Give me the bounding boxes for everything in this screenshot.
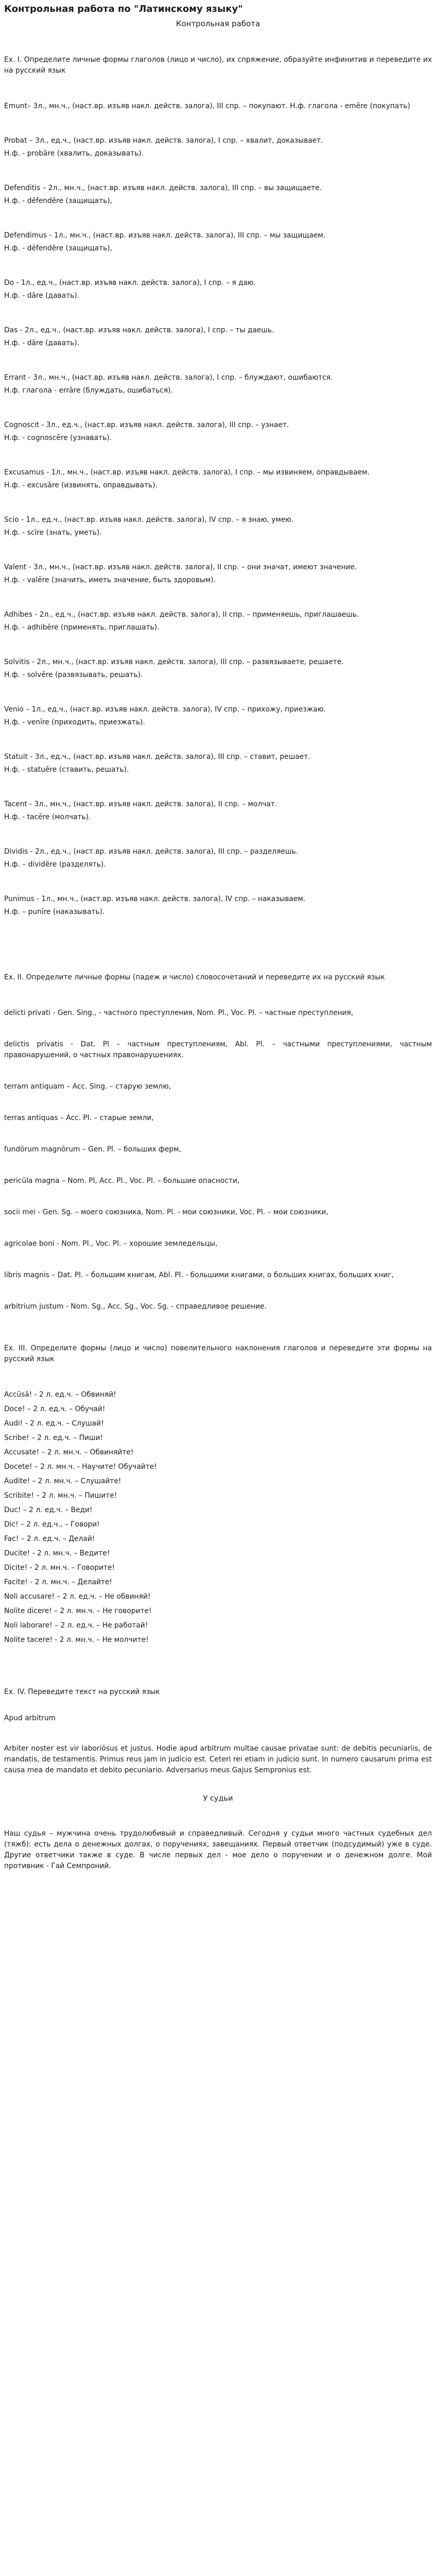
exercise-2-lines [4, 1008, 432, 1312]
verb-entry [4, 515, 432, 538]
verb-entry [4, 230, 432, 254]
verb-infinitive: Н.ф. - probāre (хвалить, доказывать). [4, 149, 144, 158]
imperative-form: Nolite tacere! - 2 л. мн.ч. – Не молчите! [4, 1636, 149, 1644]
exercise-2-task: Ex. II. Определите личные формы (падеж и число) словосочетаний и переведите их на русский язык [4, 973, 385, 981]
phrase-analysis: socii mei - Gen. Sg. – моего союзника, Nom. Pl. - мои союзники, Voc. Pl. – мои союзники, [4, 1208, 328, 1216]
verb-analysis: Dividis - 2л., ед.ч., (наст.вр. изъяв накл. действ. залога), III спр. – разделяешь. [4, 848, 299, 856]
imperative-form: Noli accusare! – 2 л. ед.ч. – Не обвиняй! [4, 1592, 151, 1601]
verb-entry [4, 894, 432, 918]
verb-infinitive: Н.ф. - cognoscĕre (узнавать). [4, 434, 112, 442]
exercise-3-lines [4, 1389, 432, 1646]
imperative-form: Duc! – 2 л. ед.ч. – Веди! [4, 1506, 93, 1514]
verb-infinitive: Н.ф. - solvĕre (развязывать, решать). [4, 671, 143, 679]
phrase-analysis: libris magnis – Dat. Pl. – большим книгам, Abl. Pl. - большими книгами, о больших книгах, больших книг, [4, 1271, 394, 1279]
imperative-form: Scribite! – 2 л. мн.ч. – Пишите! [4, 1492, 117, 1500]
imperative-form: Dic! – 2 л. ед.ч., – Говори! [4, 1520, 100, 1529]
verb-entry [4, 752, 432, 775]
imperative-form: Docete! – 2 л. мн.ч. - Научите! Обучайте! [4, 1463, 157, 1471]
verb-infinitive: Н.ф. - dāre (давать). [4, 339, 80, 347]
verb-entry [4, 135, 432, 159]
verb-infinitive: Н.ф. - valēre (значить, иметь значение, быть здоровым). [4, 576, 216, 584]
section-gap [4, 941, 432, 972]
verb-analysis: Do - 1л., ед.ч., (наст.вр. изъяв накл. действ. залога), I спр. – я даю. [4, 279, 256, 287]
verb-entry [4, 278, 432, 301]
imperative-form: Accūsā! - 2 л. ед.ч. – Обвиняй! [4, 1391, 116, 1399]
verb-analysis: Excusamus - 1л., мн.ч., (наст.вр. изъяв накл. действ. залога), I спр. – мы извиняем, оправдываем. [4, 468, 370, 477]
document-subtitle: Контрольная работа [176, 19, 260, 28]
russian-text: Наш судья – мужчина очень трудолюбивый и справедливый. Сегодня у судьи много частных судебных дел (тяжб): есть дела о денежных долгах, о поручениях, завещаниях. Первый ответчик (подсудимый) уже в суде. Другие ответчики также в суде. В числе первых дел - мое дело о поручении и о денежном долге. Мой противник - Гай Семпроний. [4, 1829, 432, 1870]
phrase-analysis: agricolae boni - Nom. Pl., Voc. Pl. – хорошие земледельцы, [4, 1240, 218, 1248]
exercise-3-task: Ex. III. Определите формы (лицо и число) повелительного наклонения глаголов и переведите эти формы на русский язык [4, 1344, 432, 1363]
verb-infinitive: Н.ф. - dēfendĕre (защищать), [4, 244, 113, 252]
verb-entry [4, 657, 432, 681]
verb-infinitive: Н.ф. глагола - errāre (блуждать, ошибаться). [4, 386, 173, 395]
phrase-analysis: terram antiquam – Acc. Sing. – старую землю, [4, 1082, 171, 1091]
phrase-analysis: terras antiquas – Acc. Pl. – старые земли, [4, 1114, 154, 1122]
exercise-4-task: Ex. IV. Переведите текст на русский язык [4, 1688, 160, 1696]
verb-analysis: Defendimus - 1л., мн.ч., (наст.вр. изъяв накл. действ. залога), III спр. – мы защищаем. [4, 231, 326, 240]
verb-infinitive: Н.ф. - dāre (давать). [4, 292, 80, 300]
verb-entry [4, 183, 432, 207]
verb-entry [4, 609, 432, 633]
exercise-1-entries [4, 101, 432, 918]
latin-heading: Apud arbitrum [4, 1714, 56, 1722]
document-title: Контрольная работа по "Латинскому языку" [4, 4, 243, 14]
verb-analysis: Punimus - 1л., мн.ч., (наст.вр. изъяв накл. действ. залога), IV спр. – наказываем. [4, 895, 306, 903]
verb-entry [4, 704, 432, 728]
verb-infinitive: Н.ф. - adhibēre (применять, приглашать). [4, 623, 160, 632]
russian-heading: У судьи [203, 1794, 233, 1803]
verb-entry [4, 799, 432, 823]
verb-analysis: Solvitis - 2л., мн.ч., (наст.вр. изъяв накл. действ. залога), III спр. – развязываете, решаете. [4, 658, 344, 666]
verb-analysis: Venio – 1л., ед.ч., (наст.вр. изъяв накл. действ. залога), IV спр. – прихожу, приезжаю. [4, 705, 326, 714]
verb-analysis: Adhibes - 2л., ед.ч., (наст.вр. изъяв накл. действ. залога), II спр. – применяешь, приглашаешь. [4, 611, 359, 619]
verb-infinitive: Н.ф. - scīre (знать, уметь). [4, 529, 102, 537]
verb-entry [4, 372, 432, 396]
phrase-analysis: pericŭla magna – Nom. Pl, Acc. Pl., Voc. Pl. – большие опасности, [4, 1177, 240, 1185]
verb-analysis: Statuit - 3л., ед.ч., (наст.вр. изъяв накл. действ. залога), III спр. – ставит, решает. [4, 753, 310, 761]
imperative-form: Nolite dicere! – 2 л. мн.ч. – Не говорите! [4, 1607, 152, 1615]
imperative-form: Doce! – 2 л. ед.ч. – Обучай! [4, 1405, 106, 1413]
verb-infinitive: Н.ф. - statuĕre (ставить, решать). [4, 766, 129, 774]
verb-infinitive: Н.ф. - excusāre (извинять, оправдывать). [4, 481, 158, 489]
imperative-form: Scribe! – 2 л. ед.ч. – Пиши! [4, 1434, 103, 1442]
imperative-form: Accusate! – 2 л. мн.ч. – Обвиняйте! [4, 1448, 134, 1456]
imperative-form: Dicite! - 2 л. мн.ч. – Говорите! [4, 1564, 115, 1572]
verb-analysis: Scio - 1л., ед.ч., (наст.вр. изъяв накл. действ. залога), IV спр. – я знаю, умею. [4, 516, 294, 524]
imperative-form: Audi! - 2 л. ед.ч. – Слушай! [4, 1419, 104, 1428]
verb-analysis: Tacent - 3л., мн.ч., (наст.вр. изъяв накл. действ. залога), II спр. – молчат. [4, 800, 277, 808]
phrase-analysis: fundōrum magnōrum – Gen. Pl. – больших ферм, [4, 1145, 181, 1154]
section-gap [4, 1676, 432, 1687]
verb-analysis: Probat – 3л., ед.ч., (наст.вр. изъяв накл. действ. залога), I спр. – хвалит, доказывает. [4, 137, 323, 145]
imperative-form: Fac! – 2 л. ед.ч. – Делай! [4, 1535, 95, 1543]
verb-entry [4, 562, 432, 586]
verb-entry [4, 846, 432, 870]
exercise-1-task: Ex. I. Определите личные формы глаголов (лицо и число), их спряжение, образуйте инфинитив и переведите их на русский язык [4, 56, 432, 75]
verb-analysis: Errant - 3л., мн.ч., (наст.вр. изъяв накл. действ. залога), I спр. – блуждают, ошибаются. [4, 374, 333, 382]
imperative-form: Ducite! - 2 л. мн.ч. – Ведите! [4, 1549, 110, 1557]
verb-analysis: Emunt– 3л., мн.ч., (наст.вр. изъяв накл. действ. залога), III спр. – покупают. Н.ф. глагола - emĕre (покупать) [4, 102, 410, 110]
verb-entry [4, 467, 432, 491]
phrase-analysis: delictis privatis - Dat. Pl – частным преступлениям, Abl. Pl. – частными преступлениями, частным правонарушений, о частных правонарушениях. [4, 1040, 432, 1059]
verb-infinitive: Н.ф. – punīre (наказывать). [4, 908, 105, 916]
phrase-analysis: arbitrium justum - Nom. Sg., Acc. Sg., Voc. Sg. - справедливое решение. [4, 1302, 267, 1311]
imperative-form: Audite! – 2 л. мн.ч. – Слушайте! [4, 1477, 121, 1485]
verb-entry [4, 325, 432, 349]
verb-infinitive: Н.ф. - tacēre (молчать). [4, 813, 91, 821]
verb-analysis: Defenditis – 2л., мн.ч., (наст.вр. изъяв накл. действ. залога), III спр. – вы защищаете. [4, 184, 322, 192]
verb-analysis: Cognoscit - 3л., ед.ч., (наст.вр. изъяв накл. действ. залога), III спр. – узнает. [4, 421, 289, 429]
verb-analysis: Das - 2л., ед.ч., (наст.вр. изъяв накл. действ. залога), I спр. – ты даешь. [4, 326, 274, 334]
phrase-analysis: delicti privati - Gen. Sing., - частного преступления, Nom. Pl., Voc. Pl. – частные преступления, [4, 1009, 354, 1017]
imperative-form: Facite! - 2 л. мн.ч. – Делайте! [4, 1578, 113, 1586]
section-gap [4, 1333, 432, 1343]
verb-infinitive: Н.ф. - venīre (приходить, приезжать). [4, 718, 145, 726]
imperative-form: Noli laborare! – 2 л. ед.ч. – Не работай! [4, 1621, 148, 1630]
verb-entry [4, 101, 432, 112]
latin-text: Arbiter noster est vir laboriōsus et justus. Hodie apud arbitrum multae causae privatae sunt: de debitis pecuniariis, de mandatis, de testamentis. Primus reus jam in judicio est. Ceteri rei etiam in judicio sunt. In numero causarum prima est causa mea de mandato et debito pecuniario. Adversarius meus Gajus Sempronius est. [4, 1744, 432, 1774]
verb-infinitive: Н.ф. – dividĕre (разделять). [4, 860, 106, 869]
verb-infinitive: Н.ф. - dēfendĕre (защищать), [4, 197, 113, 205]
verb-entry [4, 420, 432, 444]
verb-analysis: Valent - 3л., мн.ч., (наст.вр. изъяв накл. действ. залога), II спр. – они значат, имеют значение. [4, 563, 357, 571]
